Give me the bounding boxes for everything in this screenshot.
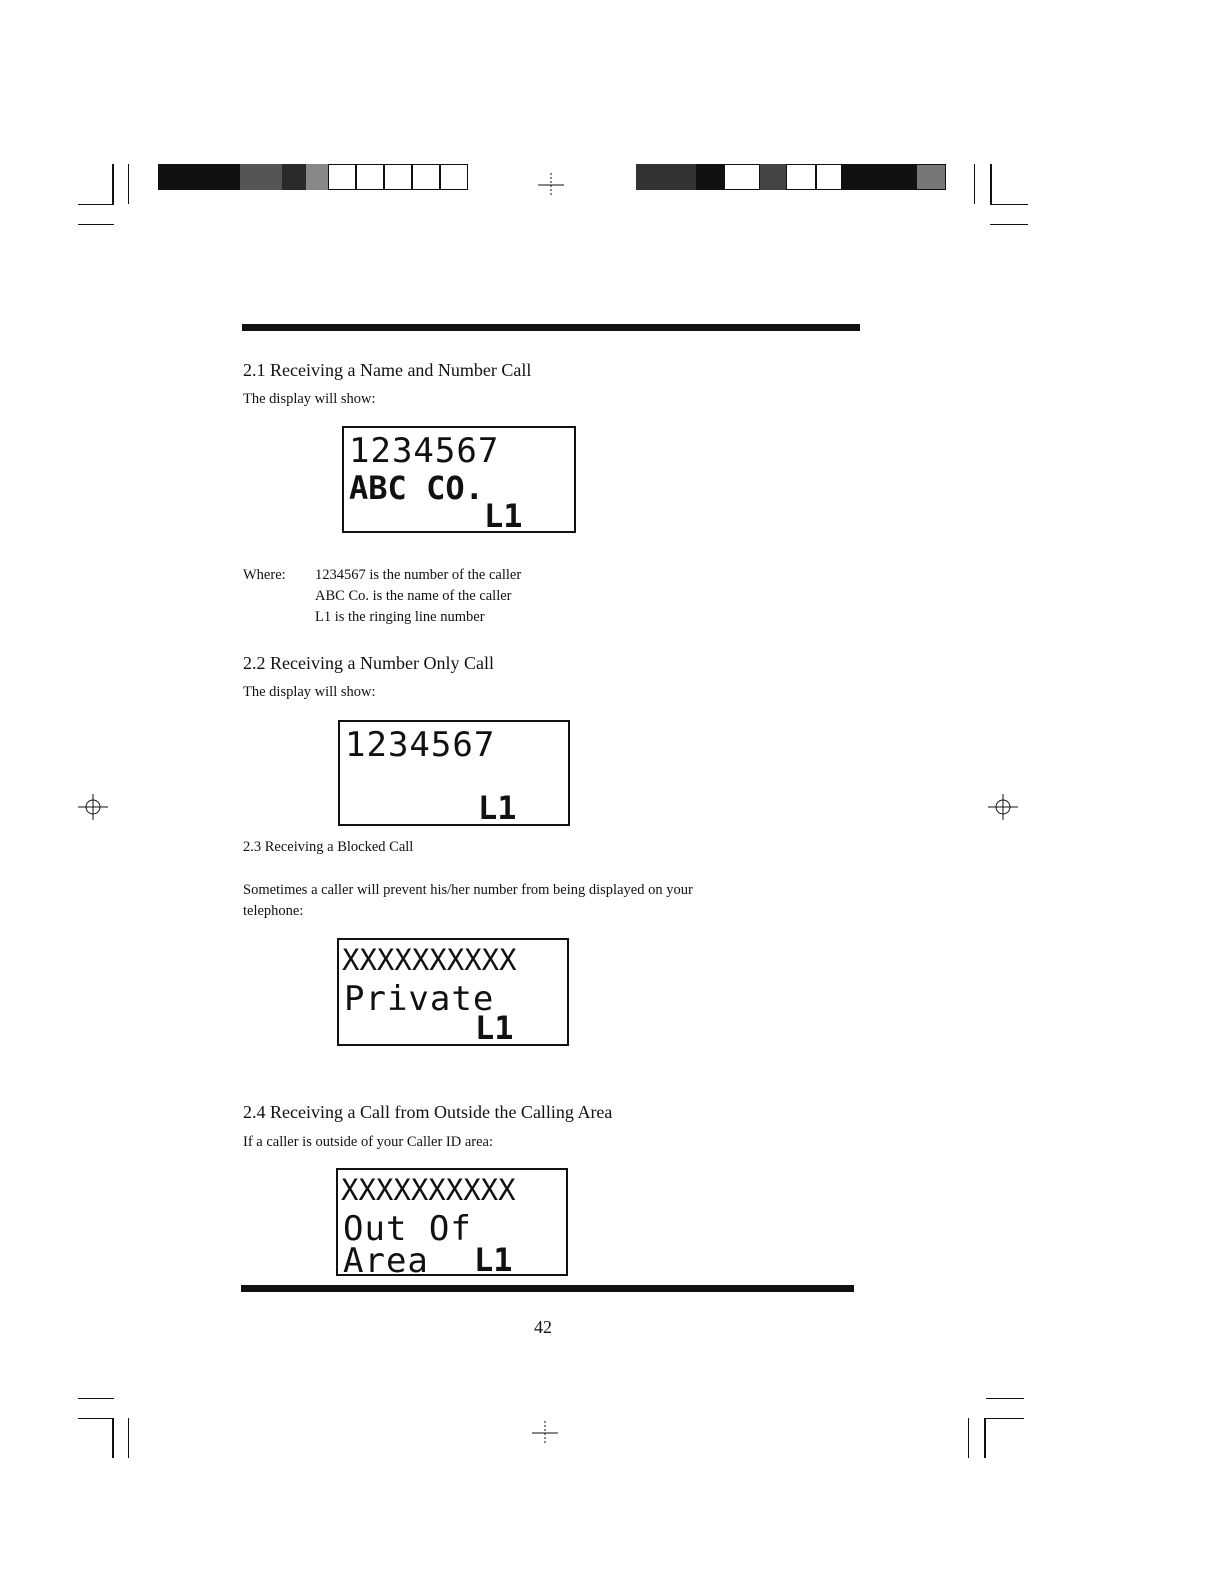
lcd-line-2: Out Of <box>343 1209 472 1249</box>
lcd-line-3-right: L1 <box>474 1241 513 1279</box>
lcd-line-1: XXXXXXXXXX <box>341 1173 516 1207</box>
bottom-rule <box>241 1285 854 1292</box>
lcd-display-number-only <box>338 720 570 826</box>
top-rule <box>242 324 860 331</box>
section-intro-2-1: The display will show: <box>243 391 376 407</box>
registration-strip-right <box>636 164 946 190</box>
section-intro-2-3-cont: telephone: <box>243 903 304 919</box>
section-title-2-1: 2.1 Receiving a Name and Number Call <box>243 360 532 380</box>
section-intro-2-2: The display will show: <box>243 684 376 700</box>
lcd-display-out-of-area <box>336 1168 568 1281</box>
lcd-line-2: ABC CO. <box>349 469 484 507</box>
lcd-line-1: 1234567 <box>349 431 500 471</box>
lcd-line-2: Private <box>344 979 495 1019</box>
where-item-name: ABC Co. is the name of the caller <box>315 588 512 604</box>
section-intro-2-4: If a caller is outside of your Caller ID area: <box>243 1134 494 1150</box>
crop-mark-bottom-left <box>78 1390 138 1460</box>
crop-mark-top-left <box>78 160 138 230</box>
lcd-line-3: L1 <box>478 789 517 827</box>
registration-target-left <box>78 792 108 822</box>
lcd-line-1: 1234567 <box>345 725 496 765</box>
registration-target-right <box>988 792 1018 822</box>
section-title-2-4: 2.4 Receiving a Call from Outside the Calling Area <box>243 1102 613 1122</box>
lcd-display-blocked <box>337 938 569 1046</box>
registration-strip-left <box>158 164 468 190</box>
page-number: 42 <box>534 1317 552 1337</box>
lcd-line-3: L1 <box>475 1009 514 1047</box>
where-label: Where: <box>243 567 286 583</box>
lcd-line-3: L1 <box>484 497 523 535</box>
lcd-line-3: Area <box>343 1241 429 1281</box>
registration-target-bottom <box>530 1418 560 1448</box>
where-item-line: L1 is the ringing line number <box>315 609 485 625</box>
lcd-display-name-number <box>342 426 576 533</box>
lcd-line-1: XXXXXXXXXX <box>342 943 517 977</box>
where-item-number: 1234567 is the number of the caller <box>315 567 522 583</box>
registration-target-top <box>536 170 566 200</box>
crop-mark-top-right <box>968 160 1030 230</box>
crop-mark-bottom-right <box>962 1390 1024 1460</box>
section-title-2-3: 2.3 Receiving a Blocked Call <box>243 839 414 855</box>
section-intro-2-3: Sometimes a caller will prevent his/her number from being displayed on your <box>243 882 693 898</box>
section-title-2-2: 2.2 Receiving a Number Only Call <box>243 653 494 673</box>
